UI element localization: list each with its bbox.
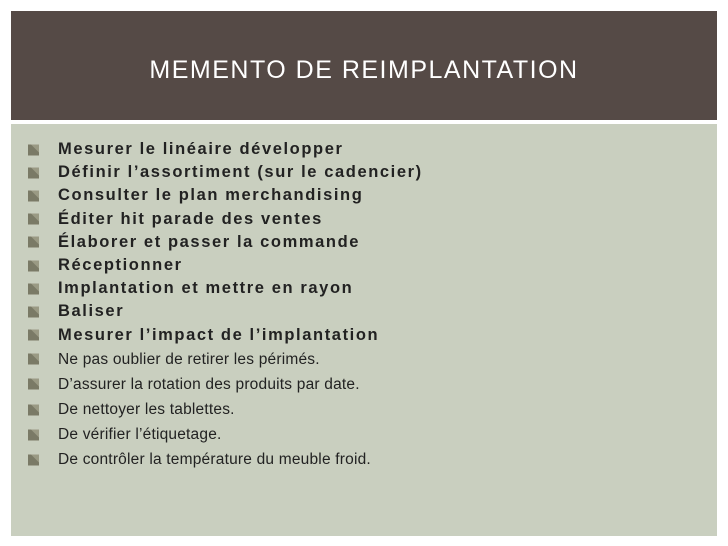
list-item [28,324,423,347]
list-item [28,138,423,161]
item-text: Implantation et mettre en rayon [58,279,354,298]
title-bar [11,11,717,120]
slide-title: MEMENTO DE REIMPLANTATION [149,56,579,84]
square-bullet-icon [28,144,39,155]
item-text: Élaborer et passer la commande [58,232,361,251]
item-text: Mesurer le linéaire développer [58,140,344,158]
item-text: De contrôler la température du meuble froid. [58,451,371,469]
item-text: Mesurer l’impact de l’implantation [58,325,380,344]
item-text: Baliser [58,302,125,321]
list-item [28,422,423,447]
list-item [28,161,423,184]
list-item [28,300,423,323]
square-bullet-icon [28,214,39,225]
square-bullet-icon [28,379,39,390]
square-bullet-icon [28,330,39,341]
square-bullet-icon [28,190,39,201]
item-text: Définir l’assortiment (sur le cadencier) [58,163,423,182]
square-bullet-icon [28,167,39,178]
bullet-list [28,138,423,473]
square-bullet-icon [28,354,39,365]
item-text: De nettoyer les tablettes. [58,401,235,419]
item-text: De vérifier l’étiquetage. [58,426,222,444]
square-bullet-icon [28,260,39,271]
square-bullet-icon [28,404,39,415]
square-bullet-icon [28,306,39,317]
square-bullet-icon [28,429,39,440]
item-text: Éditer hit parade des ventes [58,209,323,228]
item-text: Réceptionner [58,255,183,274]
list-item [28,184,423,207]
list-item [28,231,423,254]
item-text: D’assurer la rotation des produits par date. [58,375,360,393]
list-item [28,254,423,277]
list-item [28,208,423,231]
list-item [28,372,423,397]
list-item [28,277,423,300]
list-item [28,347,423,372]
square-bullet-icon [28,455,39,466]
list-item [28,447,423,472]
item-text: Consulter le plan merchandising [58,186,364,205]
square-bullet-icon [28,237,39,248]
item-text: Ne pas oublier de retirer les périmés. [58,350,320,368]
list-item [28,397,423,422]
square-bullet-icon [28,283,39,294]
